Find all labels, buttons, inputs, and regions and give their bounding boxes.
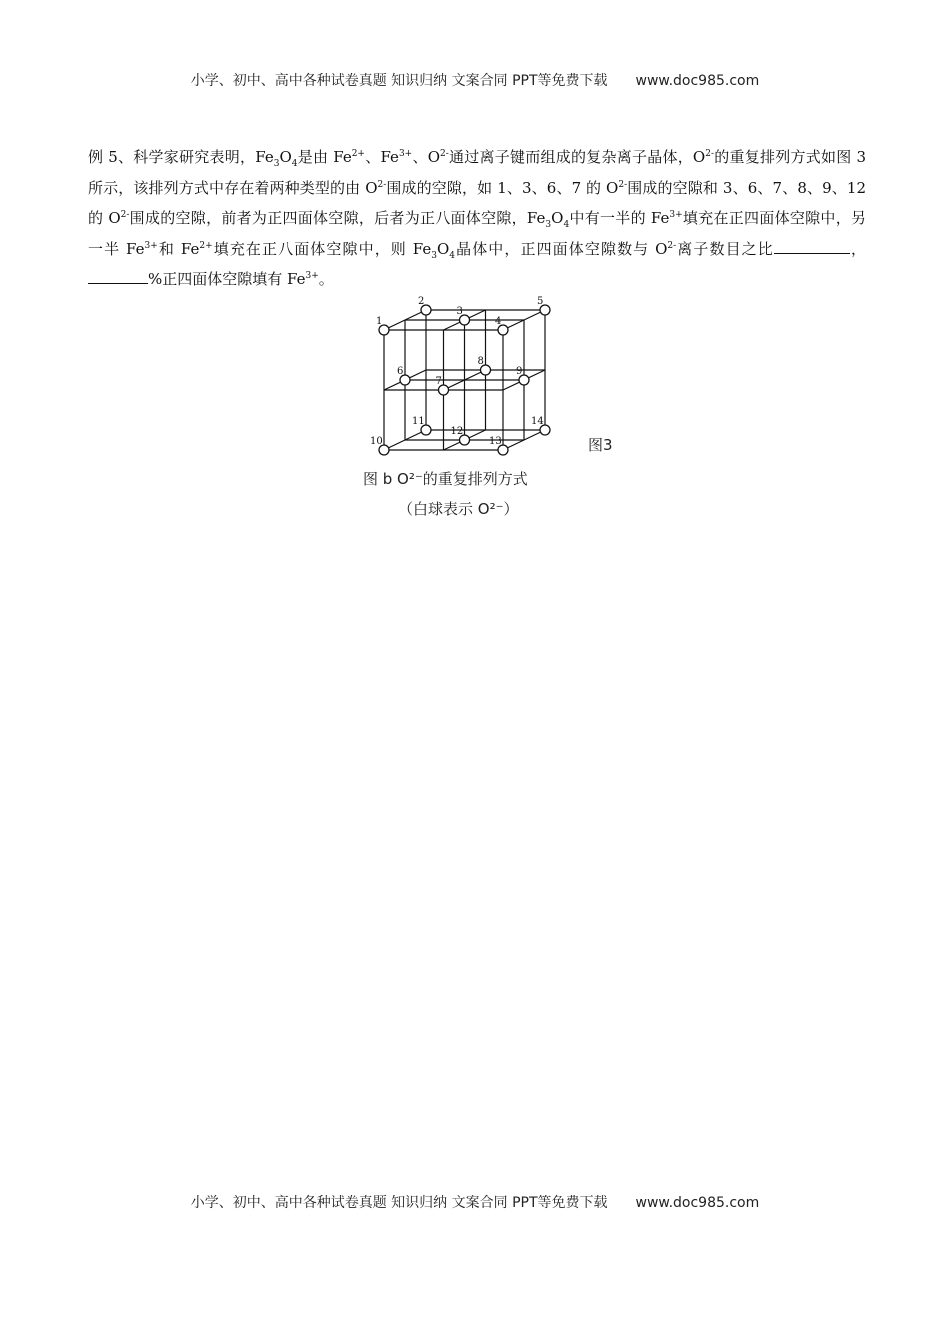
header-site[interactable]: www.doc985.com [635, 73, 760, 89]
page-footer [0, 1192, 950, 1212]
footer-site[interactable]: www.doc985.com [635, 1195, 760, 1211]
answer-blank-2[interactable] [88, 269, 148, 284]
header-text: 小学、初中、高中各种试卷真题 知识归纳 文案合同 PPT等免费下载 [190, 73, 608, 89]
figure-caption-note: （白球表示 O²⁻） [398, 500, 519, 518]
atom-label: 13 [489, 436, 502, 447]
atom-label: 12 [450, 426, 464, 437]
atom-label: 9 [516, 366, 523, 377]
atom-label: 5 [537, 296, 544, 307]
cube-lattice-figure [355, 290, 615, 470]
atom-label: 11 [412, 416, 425, 427]
page-header [0, 70, 950, 90]
atom-label: 6 [397, 366, 404, 377]
footer-text: 小学、初中、高中各种试卷真题 知识归纳 文案合同 PPT等免费下载 [190, 1195, 608, 1211]
question-text: 例 5、科学家研究表明，$Fe_3O_4$是由 $Fe^{2+}$、$Fe^{3+}$、$O^{2-}$通过离子键而组成的复杂离子晶体，$O^{2-}$的重复排列方式如图 3 所示，该排列方式中存在着两种类型的由 $O^{2-}$围成的空隙，如 1、3、6、7 的 $O^{2-}$围成的空隙和 3、6、7、8、9、12 的 $O^{2-}$围成的空隙，前者为正四面体空隙，后者为正八面体空隙，$Fe_3O_4$中有一半的 $Fe^{3+}$填充在正四面体空隙中，另一半 $Fe^{3+}$和 $Fe^{2+}$填充在正八面体空隙中，则 $Fe_3O_4$晶体中，正四面体空隙数与 $O^{2-}$离子数目之比 ，%正四面体空隙填有 $Fe^{3+}$。 [88, 148, 867, 288]
atom-label: 10 [370, 436, 383, 447]
atom-label: 1 [376, 316, 383, 327]
atom-label: 14 [531, 416, 544, 427]
figure-number: 图3 [588, 436, 613, 454]
atom-label: 4 [495, 316, 502, 327]
atom-label: 7 [435, 376, 442, 387]
atom-label: 2 [418, 296, 425, 307]
atom-label: 8 [477, 356, 484, 367]
figure-caption: 图 b O²⁻的重复排列方式 [363, 470, 528, 488]
atom-label: 3 [456, 306, 463, 317]
answer-blank-1[interactable] [774, 239, 850, 254]
